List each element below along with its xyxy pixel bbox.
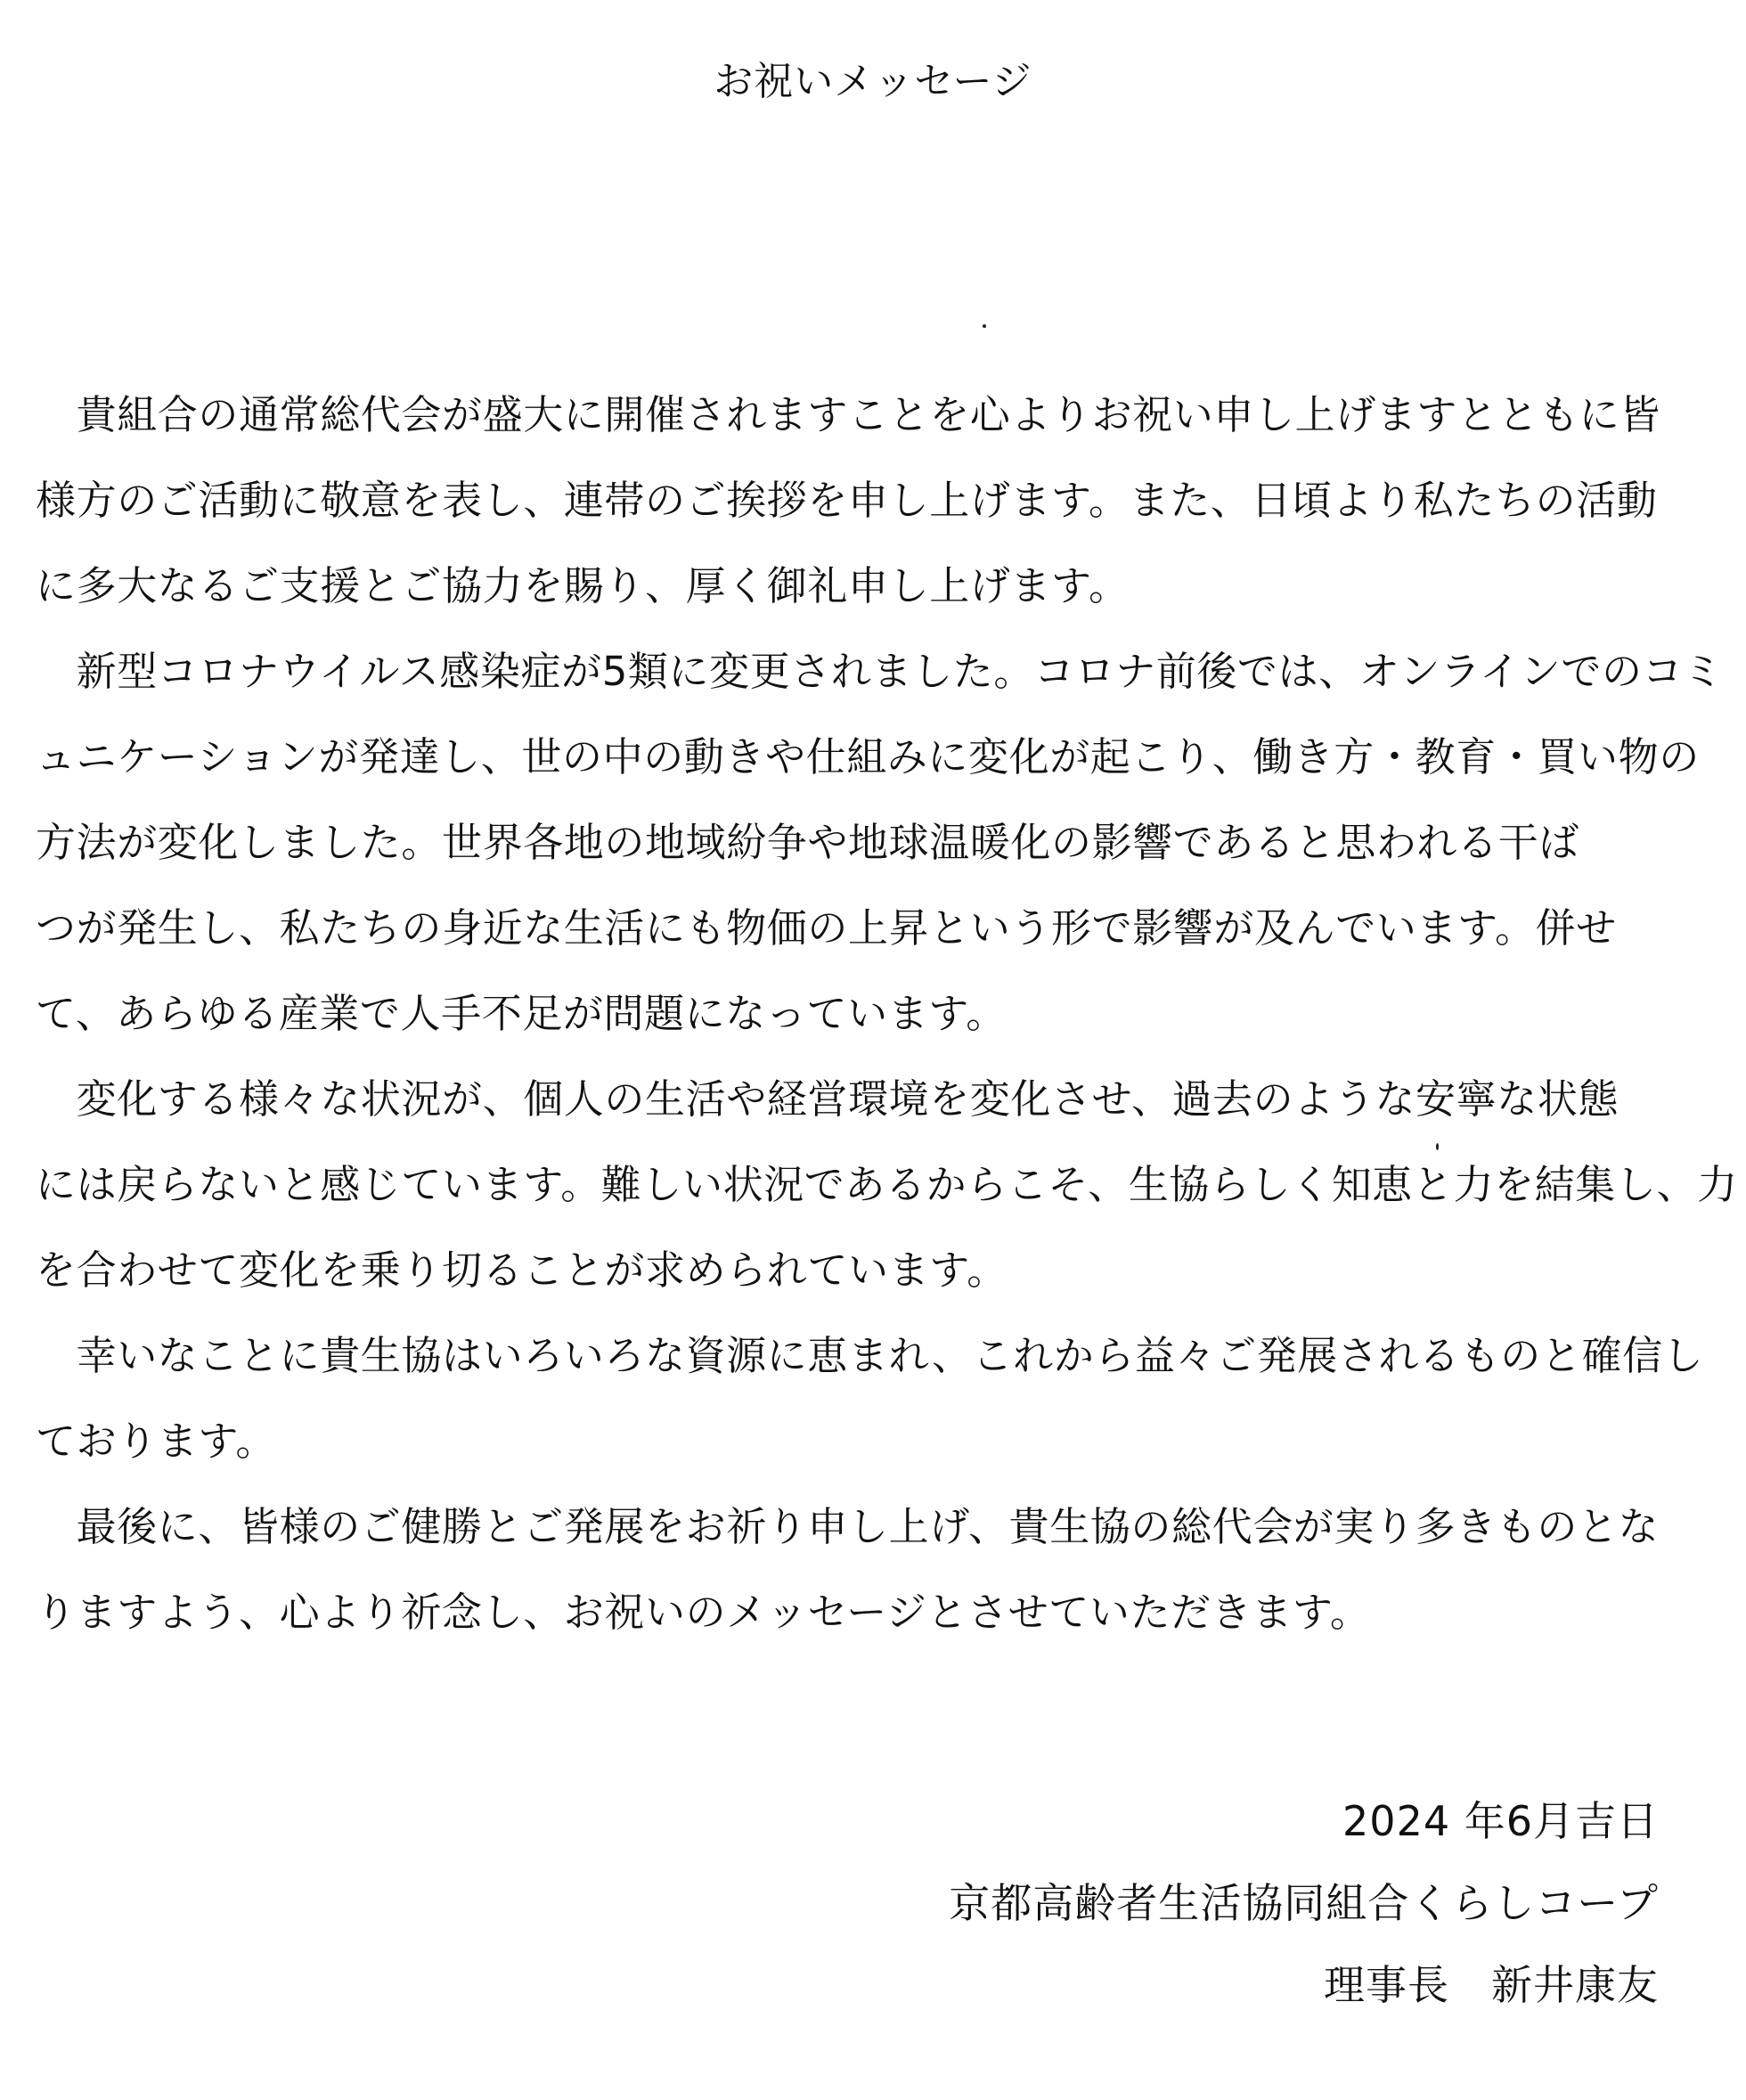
body-line-11: を合わせて変化を乗り切ることが求められています。 xyxy=(36,1246,1008,1294)
body-line-1: 貴組合の通常総代会が盛大に開催されますことを心よりお祝い申し上げますとともに皆 xyxy=(36,391,1661,438)
scan-speck xyxy=(983,324,986,328)
body-line-6: 方法が変化しました。世界各地の地域紛争や地球温暖化の影響であると思われる干ば xyxy=(36,819,1579,866)
body-line-7: つが発生し、私たちの身近な生活にも物価の上昇という形で影響が及んでいます。併せ xyxy=(36,904,1617,952)
signature-signer: 理事長 新井康友 xyxy=(1324,1961,1659,2009)
body-line-14: 最後に、皆様のご健勝とご発展をお祈り申し上げ、貴生協の総代会が実り多きものとな xyxy=(36,1503,1660,1550)
signature-block xyxy=(949,1793,1659,2039)
signature-organization: 京都高齢者生活協同組合くらしコープ xyxy=(949,1879,1659,1927)
letter-body xyxy=(36,372,1738,1655)
body-line-8: て、あらゆる産業で人手不足が問題になっています。 xyxy=(36,990,1007,1037)
body-line-9: 変化する様々な状況が、個人の生活や経営環境を変化させ、過去のような安寧な状態 xyxy=(36,1075,1620,1123)
body-line-4: 新型コロナウイルス感染症が5類に変更されました。コロナ前後では、オンラインでのコミ xyxy=(36,648,1724,695)
document-title: お祝いメッセージ xyxy=(714,59,1032,104)
body-line-12: 幸いなことに貴生協はいろいろな資源に恵まれ、これから益々ご発展されるものと確信し xyxy=(36,1332,1704,1379)
body-line-15: りますよう、心より祈念し、お祝いのメッセージとさせていただきます。 xyxy=(36,1589,1371,1636)
signature-date: 2024 年6月吉日 xyxy=(1342,1797,1659,1845)
body-line-3: に多大なるご支援とご協力を賜り、厚く御礼申し上げます。 xyxy=(36,562,1130,609)
body-line-2: 様方のご活動に敬意を表し、連帯のご挨拶を申し上げます。また、日頃より私たちの活動 xyxy=(36,477,1658,524)
body-line-10: には戻らないと感じています。難しい状況であるからこそ、生協らしく知恵と力を結集し、力 xyxy=(36,1161,1738,1208)
body-line-5: ュニケーションが発達し、世の中の動きや仕組みに変化が起こり、働き方・教育・買い物の xyxy=(36,733,1700,780)
body-line-13: ております。 xyxy=(36,1418,277,1465)
